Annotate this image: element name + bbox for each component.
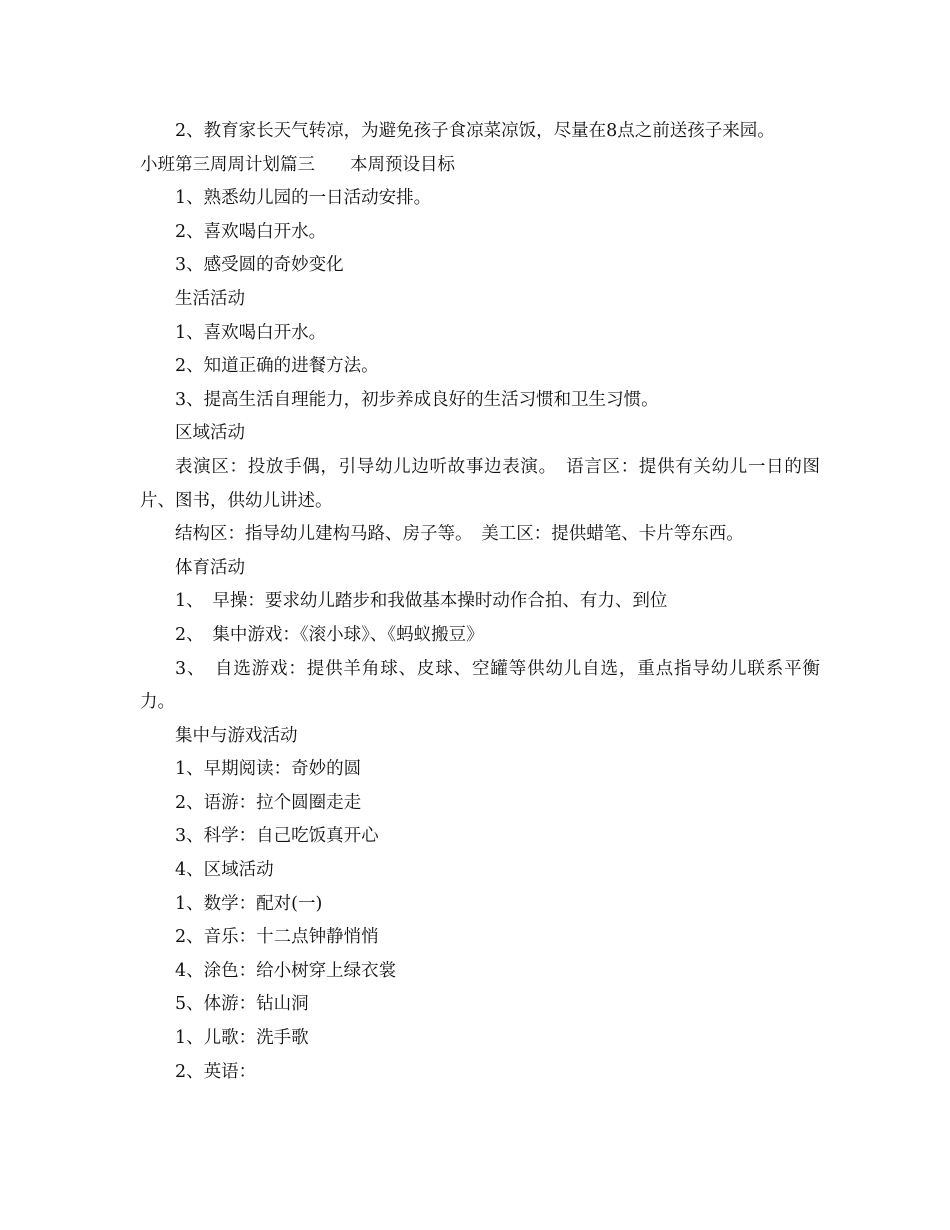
paragraph-line: 体育活动 bbox=[175, 557, 245, 578]
document-body bbox=[140, 115, 820, 1089]
paragraph-line: 2、语游：拉个圆圈走走 bbox=[175, 792, 362, 813]
paragraph-line: 1、喜欢喝白开水。 bbox=[175, 322, 327, 343]
paragraph-line: 2、教育家长天气转凉，为避免孩子食凉菜凉饭，尽量在8点之前送孩子来园。 bbox=[175, 121, 775, 141]
paragraph-line: 5、体游：钻山洞 bbox=[175, 994, 309, 1015]
paragraph-line: 3、科学：自己吃饭真开心 bbox=[175, 826, 379, 847]
paragraph-line: 表演区：投放手偶，引导幼儿边听故事边表演。 语言区：提供有关幼儿一日的图片、图书，供幼儿讲述。 bbox=[140, 456, 820, 511]
paragraph-line: 2、喜欢喝白开水。 bbox=[175, 221, 327, 242]
paragraph-line: 4、区域活动 bbox=[175, 860, 274, 881]
paragraph-line: 生活活动 bbox=[175, 288, 245, 309]
paragraph-line: 1、熟悉幼儿园的一日活动安排。 bbox=[175, 188, 432, 209]
paragraph-line: 1、数学：配对(一) bbox=[175, 893, 323, 914]
paragraph-line: 1、 早操：要求幼儿踏步和我做基本操时动作合拍、有力、到位 bbox=[175, 591, 668, 612]
paragraph-line: 1、早期阅读：奇妙的圆 bbox=[175, 759, 362, 780]
paragraph-line: 3、提高生活自理能力，初步养成良好的生活习惯和卫生习惯。 bbox=[175, 389, 659, 410]
paragraph-line: 3、 自选游戏：提供羊角球、皮球、空罐等供幼儿自选，重点指导幼儿联系平衡力。 bbox=[140, 658, 820, 713]
paragraph-line: 1、儿歌：洗手歌 bbox=[175, 1028, 309, 1049]
paragraph-line: 小班第三周周计划篇三 本周预设目标 bbox=[140, 154, 455, 175]
paragraph-line: 2、知道正确的进餐方法。 bbox=[175, 356, 379, 377]
paragraph-line: 4、涂色：给小树穿上绿衣裳 bbox=[175, 960, 397, 981]
paragraph-line: 集中与游戏活动 bbox=[175, 725, 298, 746]
paragraph-line: 2、英语： bbox=[175, 1061, 257, 1082]
paragraph-line: 3、感受圆的奇妙变化 bbox=[175, 255, 344, 276]
paragraph-line: 2、 集中游戏：《滚小球》、《蚂蚁搬豆》 bbox=[175, 624, 484, 645]
paragraph-line: 区域活动 bbox=[175, 423, 245, 444]
paragraph-line: 结构区：指导幼儿建构马路、房子等。 美工区：提供蜡笔、卡片等东西。 bbox=[175, 524, 744, 545]
paragraph-line: 2、音乐：十二点钟静悄悄 bbox=[175, 927, 379, 948]
